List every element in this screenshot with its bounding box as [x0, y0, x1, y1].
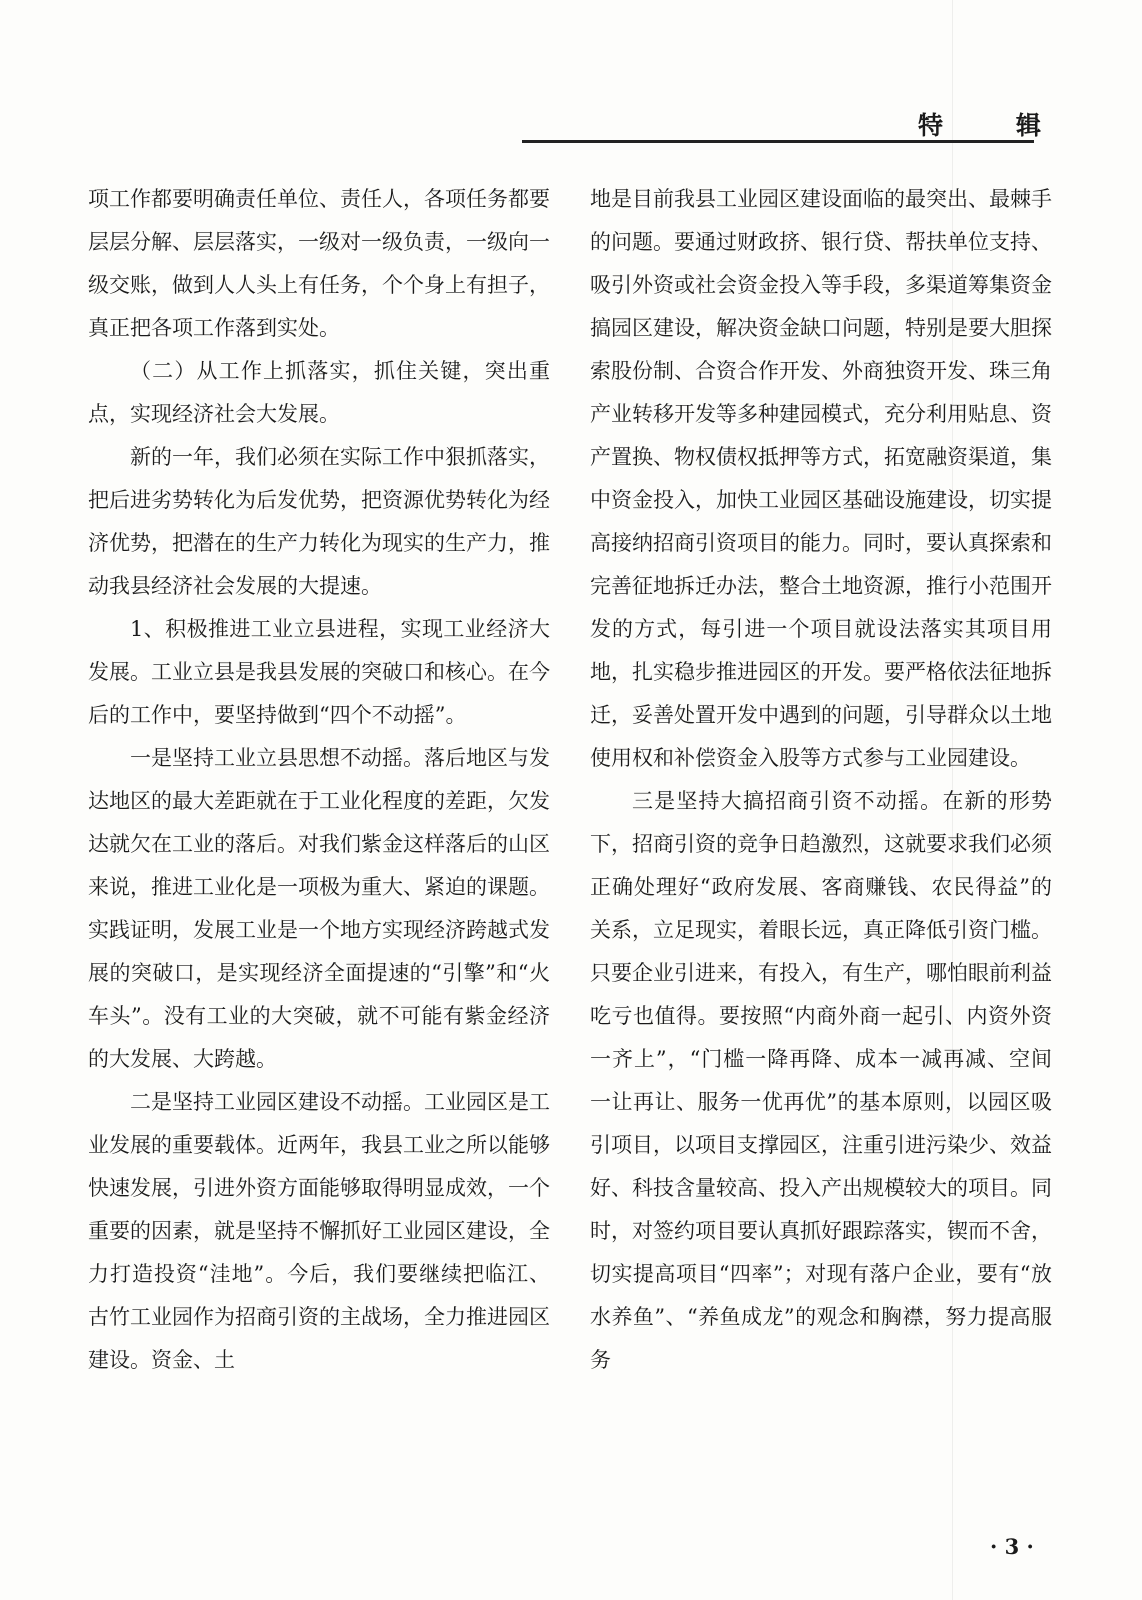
paragraph: 项工作都要明确责任单位、责任人，各项任务都要层层分解、层层落实，一级对一级负责，一级向一级交账，做到人人头上有任务，个个身上有担子，真正把各项工作落到实处。 — [88, 187, 550, 340]
paragraph: 1、积极推进工业立县进程，实现工业经济大发展。工业立县是我县发展的突破口和核心。在今后的工作中，要坚持做到“四个不动摇”。 — [88, 617, 550, 727]
section-header: 特 辑 — [918, 111, 1066, 140]
paragraph: 新的一年，我们必须在实际工作中狠抓落实，把后进劣势转化为后发优势，把资源优势转化为经济优势，把潜在的生产力转化为现实的生产力，推动我县经济社会发展的大提速。 — [88, 445, 550, 598]
right-column — [590, 178, 1052, 1382]
left-column — [88, 178, 550, 1382]
page-number: · 3 · — [990, 1534, 1034, 1559]
paragraph: 二是坚持工业园区建设不动摇。工业园区是工业发展的重要载体。近两年，我县工业之所以能够快速发展，引进外资方面能够取得明显成效，一个重要的因素，就是坚持不懈抓好工业园区建设，全力打造投资“洼地”。今后，我们要继续把临江、古竹工业园作为招商引资的主战场，全力推进园区建设。资金、土 — [88, 1090, 550, 1372]
paragraph: （二）从工作上抓落实，抓住关键，突出重点，实现经济社会大发展。 — [88, 359, 550, 426]
header-rule — [522, 140, 1034, 143]
paragraph: 地是目前我县工业园区建设面临的最突出、最棘手的问题。要通过财政挤、银行贷、帮扶单位支持、吸引外资或社会资金投入等手段，多渠道筹集资金搞园区建设，解决资金缺口问题，特别是要大胆探索股份制、合资合作开发、外商独资开发、珠三角产业转移开发等多种建园模式，充分利用贴息、资产置换、物权债权抵押等方式，拓宽融资渠道，集中资金投入，加快工业园区基础设施建设，切实提高接纳招商引资项目的能力。同时，要认真探索和完善征地拆迁办法，整合土地资源，推行小范围开发的方式，每引进一个项目就设法落实其项目用地，扎实稳步推进园区的开发。要严格依法征地拆迁，妥善处置开发中遇到的问题，引导群众以土地使用权和补偿资金入股等方式参与工业园建设。 — [590, 187, 1052, 770]
paragraph: 一是坚持工业立县思想不动摇。落后地区与发达地区的最大差距就在于工业化程度的差距，欠发达就欠在工业的落后。对我们紫金这样落后的山区来说，推进工业化是一项极为重大、紧迫的课题。实践证明，发展工业是一个地方实现经济跨越式发展的突破口，是实现经济全面提速的“引擎”和“火车头”。没有工业的大突破，就不可能有紫金经济的大发展、大跨越。 — [88, 746, 550, 1071]
paragraph: 三是坚持大搞招商引资不动摇。在新的形势下，招商引资的竞争日趋激烈，这就要求我们必须正确处理好“政府发展、客商赚钱、农民得益”的关系，立足现实，着眼长远，真正降低引资门槛。只要企业引进来，有投入，有生产，哪怕眼前利益吃亏也值得。要按照“内商外商一起引、内资外资一齐上”，“门槛一降再降、成本一减再减、空间一让再让、服务一优再优”的基本原则，以园区吸引项目，以项目支撑园区，注重引进污染少、效益好、科技含量较高、投入产出规模较大的项目。同时，对签约项目要认真抓好跟踪落实，锲而不舍，切实提高项目“四率”；对现有落户企业，要有“放水养鱼”、“养鱼成龙”的观念和胸襟，努力提高服务 — [590, 789, 1052, 1372]
